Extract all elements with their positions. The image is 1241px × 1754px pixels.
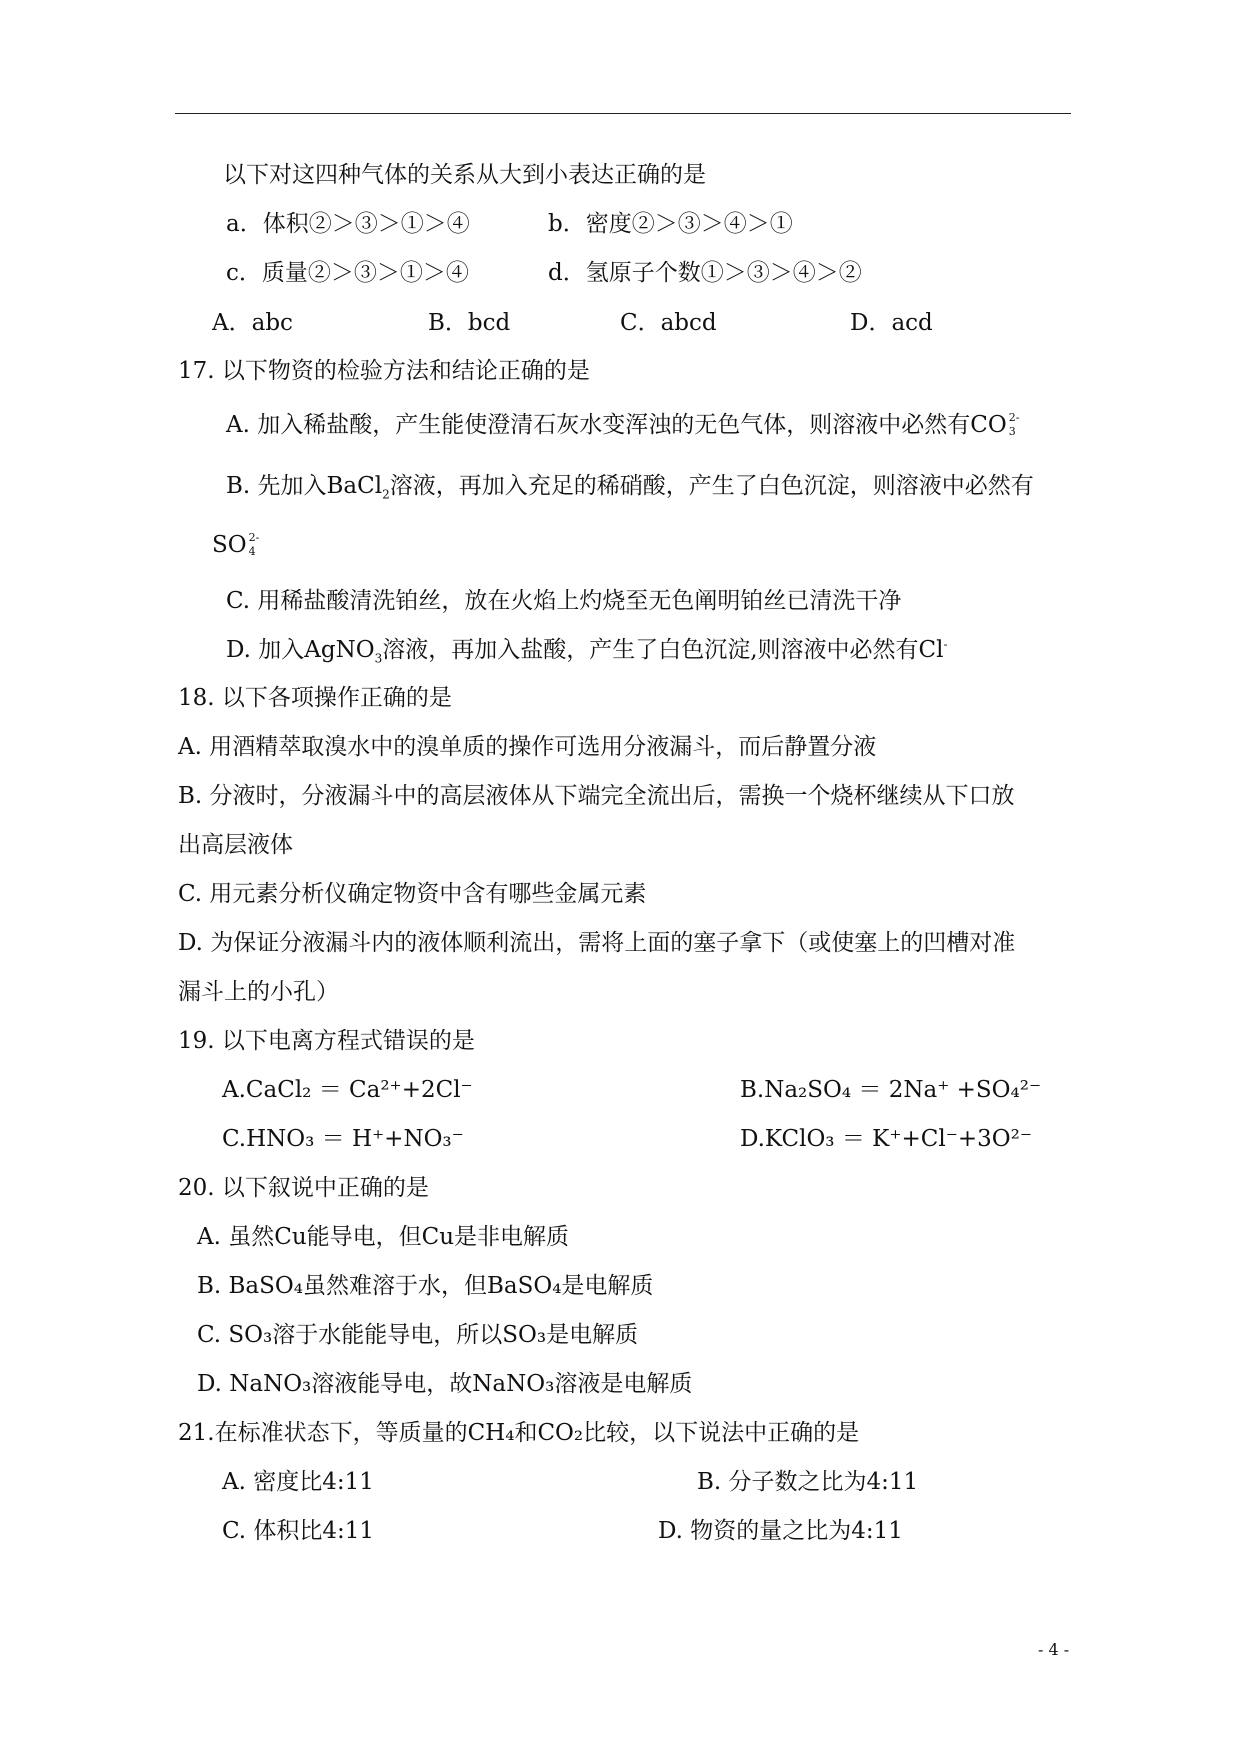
q17-option-b-ion-charge: 2-: [248, 531, 260, 544]
q17-option-b-text-1: B. 先加入BaCl: [226, 473, 383, 499]
q18-option-d-line1: D. 为保证分液漏斗内的液体顺利流出，需将上面的塞子拿下（或使塞上的凹槽对准: [178, 930, 1016, 956]
q16-option-b: b．密度②＞③＞④＞①: [548, 211, 793, 237]
q17-option-d-text-2: 溶液，再加入盐酸，产生了白色沉淀,则溶液中必然有Cl: [382, 637, 944, 663]
q20-option-d: D. NaNO₃溶液能导电，故NaNO₃溶液是电解质: [197, 1371, 693, 1397]
q18-option-b-line1: B. 分液时，分液漏斗中的高层液体从下端完全流出后，需换一个烧杯继续从下口放: [178, 783, 1015, 809]
q17-option-c: C. 用稀盐酸清洗铂丝，放在火焰上灼烧至无色阐明铂丝已清洗干净: [226, 588, 902, 614]
q17-option-b-ion-script: [247, 531, 261, 558]
q16-option-d: d．氢原子个数①＞③＞④＞②: [548, 260, 862, 286]
q19-option-a: A.CaCl₂ ＝ Ca²⁺+2Cl⁻: [222, 1077, 473, 1103]
q19-option-c: C.HNO₃ ＝ H⁺+NO₃⁻: [222, 1126, 464, 1152]
q17-option-b: [226, 471, 1034, 501]
q17-option-a-ion-script: [1007, 411, 1021, 438]
q16-answer-b: B．bcd: [428, 310, 511, 336]
q16-stem: 以下对这四种气体的关系从大到小表达正确的是: [223, 162, 706, 188]
q16-answer-a: A．abc: [212, 310, 293, 336]
q18-stem: 18. 以下各项操作正确的是: [178, 685, 452, 711]
q18-option-b-line2: 出高层液体: [178, 832, 293, 858]
q18-option-a: A. 用酒精萃取溴水中的溴单质的操作可选用分液漏斗，而后静置分液: [178, 734, 877, 760]
q21-stem: 21.在标准状态下，等质量的CH₄和CO₂比较，以下说法中正确的是: [178, 1420, 860, 1446]
page-number: - 4 -: [1038, 1640, 1070, 1659]
q21-option-c: C. 体积比4:11: [222, 1518, 375, 1544]
q17-option-b-text-2: 溶液，再加入充足的稀硝酸，产生了白色沉淀，则溶液中必然有: [389, 473, 1034, 499]
q17-option-b-ion-text: SO: [212, 532, 247, 558]
q21-option-d: D. 物资的量之比为4:11: [658, 1518, 903, 1544]
q17-option-b-sub: 2: [382, 487, 390, 502]
q17-option-a-text: A. 加入稀盐酸，产生能使澄清石灰水变浑浊的无色气体，则溶液中必然有: [226, 412, 971, 438]
q18-option-d-line2: 漏斗上的小孔）: [178, 979, 339, 1005]
q20-option-a: A. 虽然Cu能导电，但Cu是非电解质: [197, 1224, 570, 1250]
q17-option-a-ion-charge: 2-: [1008, 411, 1020, 424]
q17-option-a: [226, 410, 1021, 440]
q17-stem: 17. 以下物资的检验方法和结论正确的是: [178, 358, 590, 384]
q17-option-b-ion-count: 4: [248, 545, 256, 558]
q20-stem: 20. 以下叙说中正确的是: [178, 1175, 429, 1201]
q17-option-a-ion-count: 3: [1008, 425, 1016, 438]
q16-option-a: a．体积②＞③＞①＞④: [226, 211, 470, 237]
header-rule: [175, 113, 1071, 114]
q17-option-d-sub: 3: [374, 651, 383, 666]
q18-option-c: C. 用元素分析仪确定物资中含有哪些金属元素: [178, 881, 647, 907]
q21-option-b: B. 分子数之比为4:11: [697, 1469, 919, 1495]
q21-option-a: A. 密度比4:11: [222, 1469, 374, 1495]
q16-answer-d: D．acd: [850, 310, 933, 336]
q17-option-d-sup: -: [943, 637, 948, 652]
q19-option-b: B.Na₂SO₄ ＝ 2Na⁺ +SO₄²⁻: [740, 1077, 1042, 1103]
q17-option-d: [226, 635, 948, 665]
q17-option-a-ion: CO: [970, 412, 1007, 438]
q16-option-c: c．质量②＞③＞①＞④: [226, 260, 469, 286]
q20-option-b: B. BaSO₄虽然难溶于水，但BaSO₄是电解质: [197, 1273, 654, 1299]
q16-answer-c: C．abcd: [620, 310, 717, 336]
q17-option-d-text-1: D. 加入AgNO: [226, 637, 375, 663]
q17-option-b-ion: [212, 530, 261, 560]
q19-stem: 19. 以下电离方程式错误的是: [178, 1028, 475, 1054]
q19-option-d: D.KClO₃ ＝ K⁺+Cl⁻+3O²⁻: [740, 1126, 1032, 1152]
q20-option-c: C. SO₃溶于水能能导电，所以SO₃是电解质: [197, 1322, 639, 1348]
